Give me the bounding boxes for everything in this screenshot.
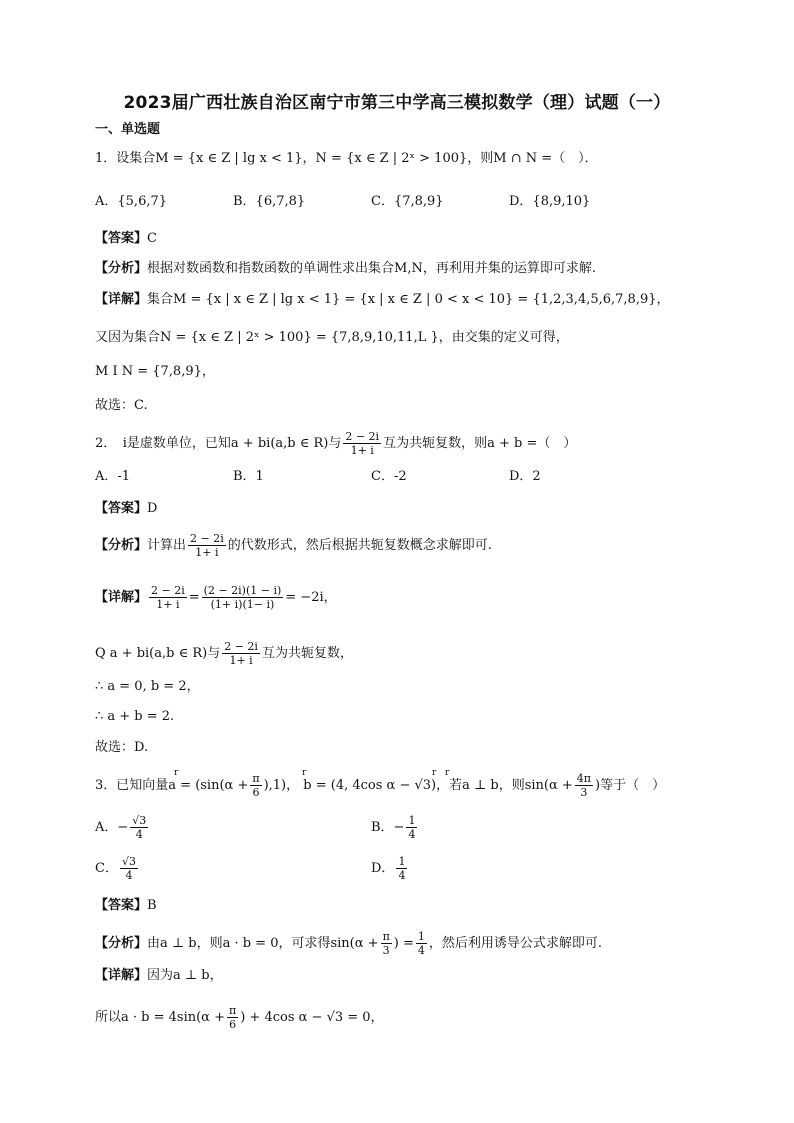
fraction-denominator: 1+ i — [229, 654, 253, 667]
q2-option-b: B．1 — [233, 469, 264, 484]
answer-value: D — [147, 501, 158, 516]
q2-conclusion: 故选：D. — [95, 740, 149, 755]
document-title: 2023届广西壮族自治区南宁市第三中学高三模拟数学（理）试题（一） — [123, 93, 671, 113]
vector-mark-b: r — [302, 768, 307, 778]
fraction-numerator: 1 — [417, 930, 425, 943]
q3-analysis — [95, 930, 602, 957]
answer-tag: 【答案】 — [95, 898, 148, 913]
answer-value: B — [147, 898, 157, 913]
q1-conclusion: 故选：C. — [95, 398, 148, 413]
fraction-numerator: π — [228, 1004, 237, 1017]
fraction-denominator: 4 — [408, 828, 416, 841]
analysis-text-end: ，然后利用诱导公式求解即可. — [428, 936, 603, 951]
q1-detail-line3: M I N = {7,8,9}， — [95, 364, 215, 379]
q3-stem-text: 3．已知向量 — [95, 778, 169, 793]
fraction-numerator: π — [382, 930, 390, 943]
q2-stem-text-end: 互为共轭复数，则a + b =（ ） — [383, 436, 577, 451]
q2-detail-line3: ∴ a = 0, b = 2， — [95, 679, 200, 694]
fraction-numerator: 1 — [408, 814, 416, 827]
detail-fraction — [227, 1004, 238, 1031]
detail-tag: 【详解】 — [95, 292, 148, 307]
detail-text-end: 互为共轭复数， — [261, 646, 353, 661]
q1-option-c: C．{7,8,9} — [371, 194, 444, 209]
q2-option-a: A．-1 — [95, 469, 131, 484]
q2-analysis — [95, 532, 492, 559]
detail-tag: 【详解】 — [95, 968, 148, 983]
fraction-numerator: 2 − 2i — [345, 430, 380, 443]
q2-detail-fraction-1 — [149, 584, 187, 611]
fraction-numerator: (2 − 2i)(1 − i) — [203, 584, 282, 597]
analysis-tag: 【分析】 — [95, 261, 148, 276]
q3-detail — [95, 966, 223, 986]
option-fraction — [130, 814, 148, 841]
section-heading: 一、单选题 — [95, 122, 161, 137]
detail-text: 所以a · b = 4sin(α + — [95, 1010, 225, 1025]
fraction-denominator: 3 — [382, 944, 390, 957]
q2-detail-line2 — [95, 640, 353, 667]
fraction-numerator: 2 − 2i — [151, 584, 185, 597]
q3-vector-a: a = (sin(α + — [168, 778, 249, 793]
q3-option-b — [371, 814, 419, 841]
fraction-denominator: 1+ i — [350, 444, 374, 457]
analysis-tag: 【分析】 — [95, 936, 148, 951]
q3-detail-line2 — [95, 1004, 384, 1031]
fraction-numerator: π — [252, 772, 260, 785]
q3-option-c — [95, 855, 140, 882]
q3-vector-b: b = (4, 4cos α − √3)，若 — [303, 778, 463, 793]
q3-ask: ，则sin(α + — [498, 778, 573, 793]
q1-stem: 1．设集合M = {x ∈ Z | lg x < 1}，N = {x ∈ Z | 2ˣ > 100}，则M ∩ N =（ ）． — [95, 151, 598, 166]
option-label: B．− — [371, 820, 405, 835]
fraction-denominator: 4 — [417, 944, 425, 957]
q3-4pi-over-3 — [575, 772, 593, 799]
detail-text-end: ) + 4cos α − √3 = 0， — [240, 1010, 384, 1025]
option-fraction — [396, 855, 407, 882]
q2-detail-line4: ∴ a + b = 2. — [95, 709, 175, 724]
q3-ask-end: )等于（ ） — [595, 778, 666, 793]
vector-mark-a: r — [174, 768, 179, 778]
detail-result: = −2i， — [285, 590, 337, 605]
analysis-tag: 【分析】 — [95, 538, 148, 553]
q3-pi-over-6 — [250, 772, 261, 799]
fraction-numerator: √3 — [132, 814, 147, 827]
detail-text: Q a + bi(a,b ∈ R)与 — [95, 646, 221, 661]
analysis-text: 由a ⊥ b，则a · b = 0，可求得sin(α + — [147, 936, 379, 951]
q2-analysis-fraction — [188, 532, 226, 559]
fraction-numerator: 4π — [576, 772, 591, 785]
q1-answer — [95, 229, 157, 249]
vector-marks-perp: r r — [432, 768, 450, 778]
option-label: C． — [95, 861, 118, 876]
q2-option-c: C．-2 — [371, 469, 407, 484]
detail-text: 集合M = {x | x ∈ Z | lg x < 1} = {x | x ∈ Z | 0 < x < 10} = {1,2,3,4,5,6,7,8,9}， — [147, 292, 670, 307]
fraction-denominator: (1+ i)(1− i) — [210, 598, 275, 611]
q1-detail — [95, 290, 670, 310]
fraction-numerator: 1 — [398, 855, 406, 868]
fraction-denominator: 6 — [252, 786, 260, 799]
answer-tag: 【答案】 — [95, 501, 148, 516]
analysis-text: 根据对数函数和指数函数的单调性求出集合M,N，再利用并集的运算即可求解. — [147, 261, 596, 276]
q2-detail-fraction-2 — [202, 584, 284, 611]
detail-text: 因为a ⊥ b， — [147, 968, 223, 983]
analysis-text-end: 的代数形式，然后根据共轭复数概念求解即可. — [227, 538, 492, 553]
q2-answer — [95, 499, 157, 519]
q1-option-a: A．{5,6,7} — [95, 194, 168, 209]
option-fraction — [120, 855, 138, 882]
fraction-denominator: 4 — [135, 828, 143, 841]
q2-detail-fraction-3 — [222, 640, 260, 667]
q2-detail: 【详解】 $\frac{2 - 2i}{1+ i}$ = $\frac{(2 - 2i)(1 - i)}{(1+ i)(1- i)}$ = −2i， — [95, 584, 337, 611]
option-label: A．− — [95, 820, 129, 835]
fraction-denominator: 1+ i — [156, 598, 180, 611]
answer-value: C — [147, 231, 157, 246]
fraction-numerator: 2 − 2i — [190, 532, 224, 545]
fraction-numerator: 2 − 2i — [224, 640, 258, 653]
q3-answer — [95, 896, 157, 916]
fraction-denominator: 6 — [229, 1018, 237, 1031]
q2-stem-text: 2． i是虚数单位，已知a + bi(a,b ∈ R)与 — [95, 436, 342, 451]
q1-option-b: B．{6,7,8} — [233, 194, 306, 209]
fraction-denominator: 3 — [580, 786, 588, 799]
answer-tag: 【答案】 — [95, 231, 148, 246]
fraction-denominator: 4 — [398, 869, 406, 882]
option-label: D． — [371, 861, 395, 876]
q3-stem — [95, 772, 665, 799]
analysis-text: 计算出 — [147, 538, 187, 553]
q1-option-d: D．{8,9,10} — [509, 194, 591, 209]
analysis-mid: ) = — [393, 936, 414, 951]
q2-fraction — [343, 430, 381, 457]
fraction-denominator: 1+ i — [195, 546, 219, 559]
q2-stem — [95, 430, 576, 457]
q3-vector-a-end: ),1)， — [263, 778, 300, 793]
analysis-fraction-2 — [416, 930, 427, 957]
q1-analysis — [95, 259, 596, 279]
detail-tag: 【详解】 — [95, 590, 148, 605]
q3-perpendicular: a ⊥ b — [462, 778, 499, 793]
q3-option-d — [371, 855, 409, 882]
q1-detail-line2: 又因为集合N = {x ∈ Z | 2ˣ > 100} = {7,8,9,10,11,L }，由交集的定义可得， — [95, 330, 569, 345]
analysis-fraction-1 — [381, 930, 392, 957]
q2-option-d: D．2 — [509, 469, 541, 484]
fraction-denominator: 4 — [125, 869, 133, 882]
option-fraction — [406, 814, 417, 841]
fraction-numerator: √3 — [121, 855, 136, 868]
q3-option-a — [95, 814, 150, 841]
